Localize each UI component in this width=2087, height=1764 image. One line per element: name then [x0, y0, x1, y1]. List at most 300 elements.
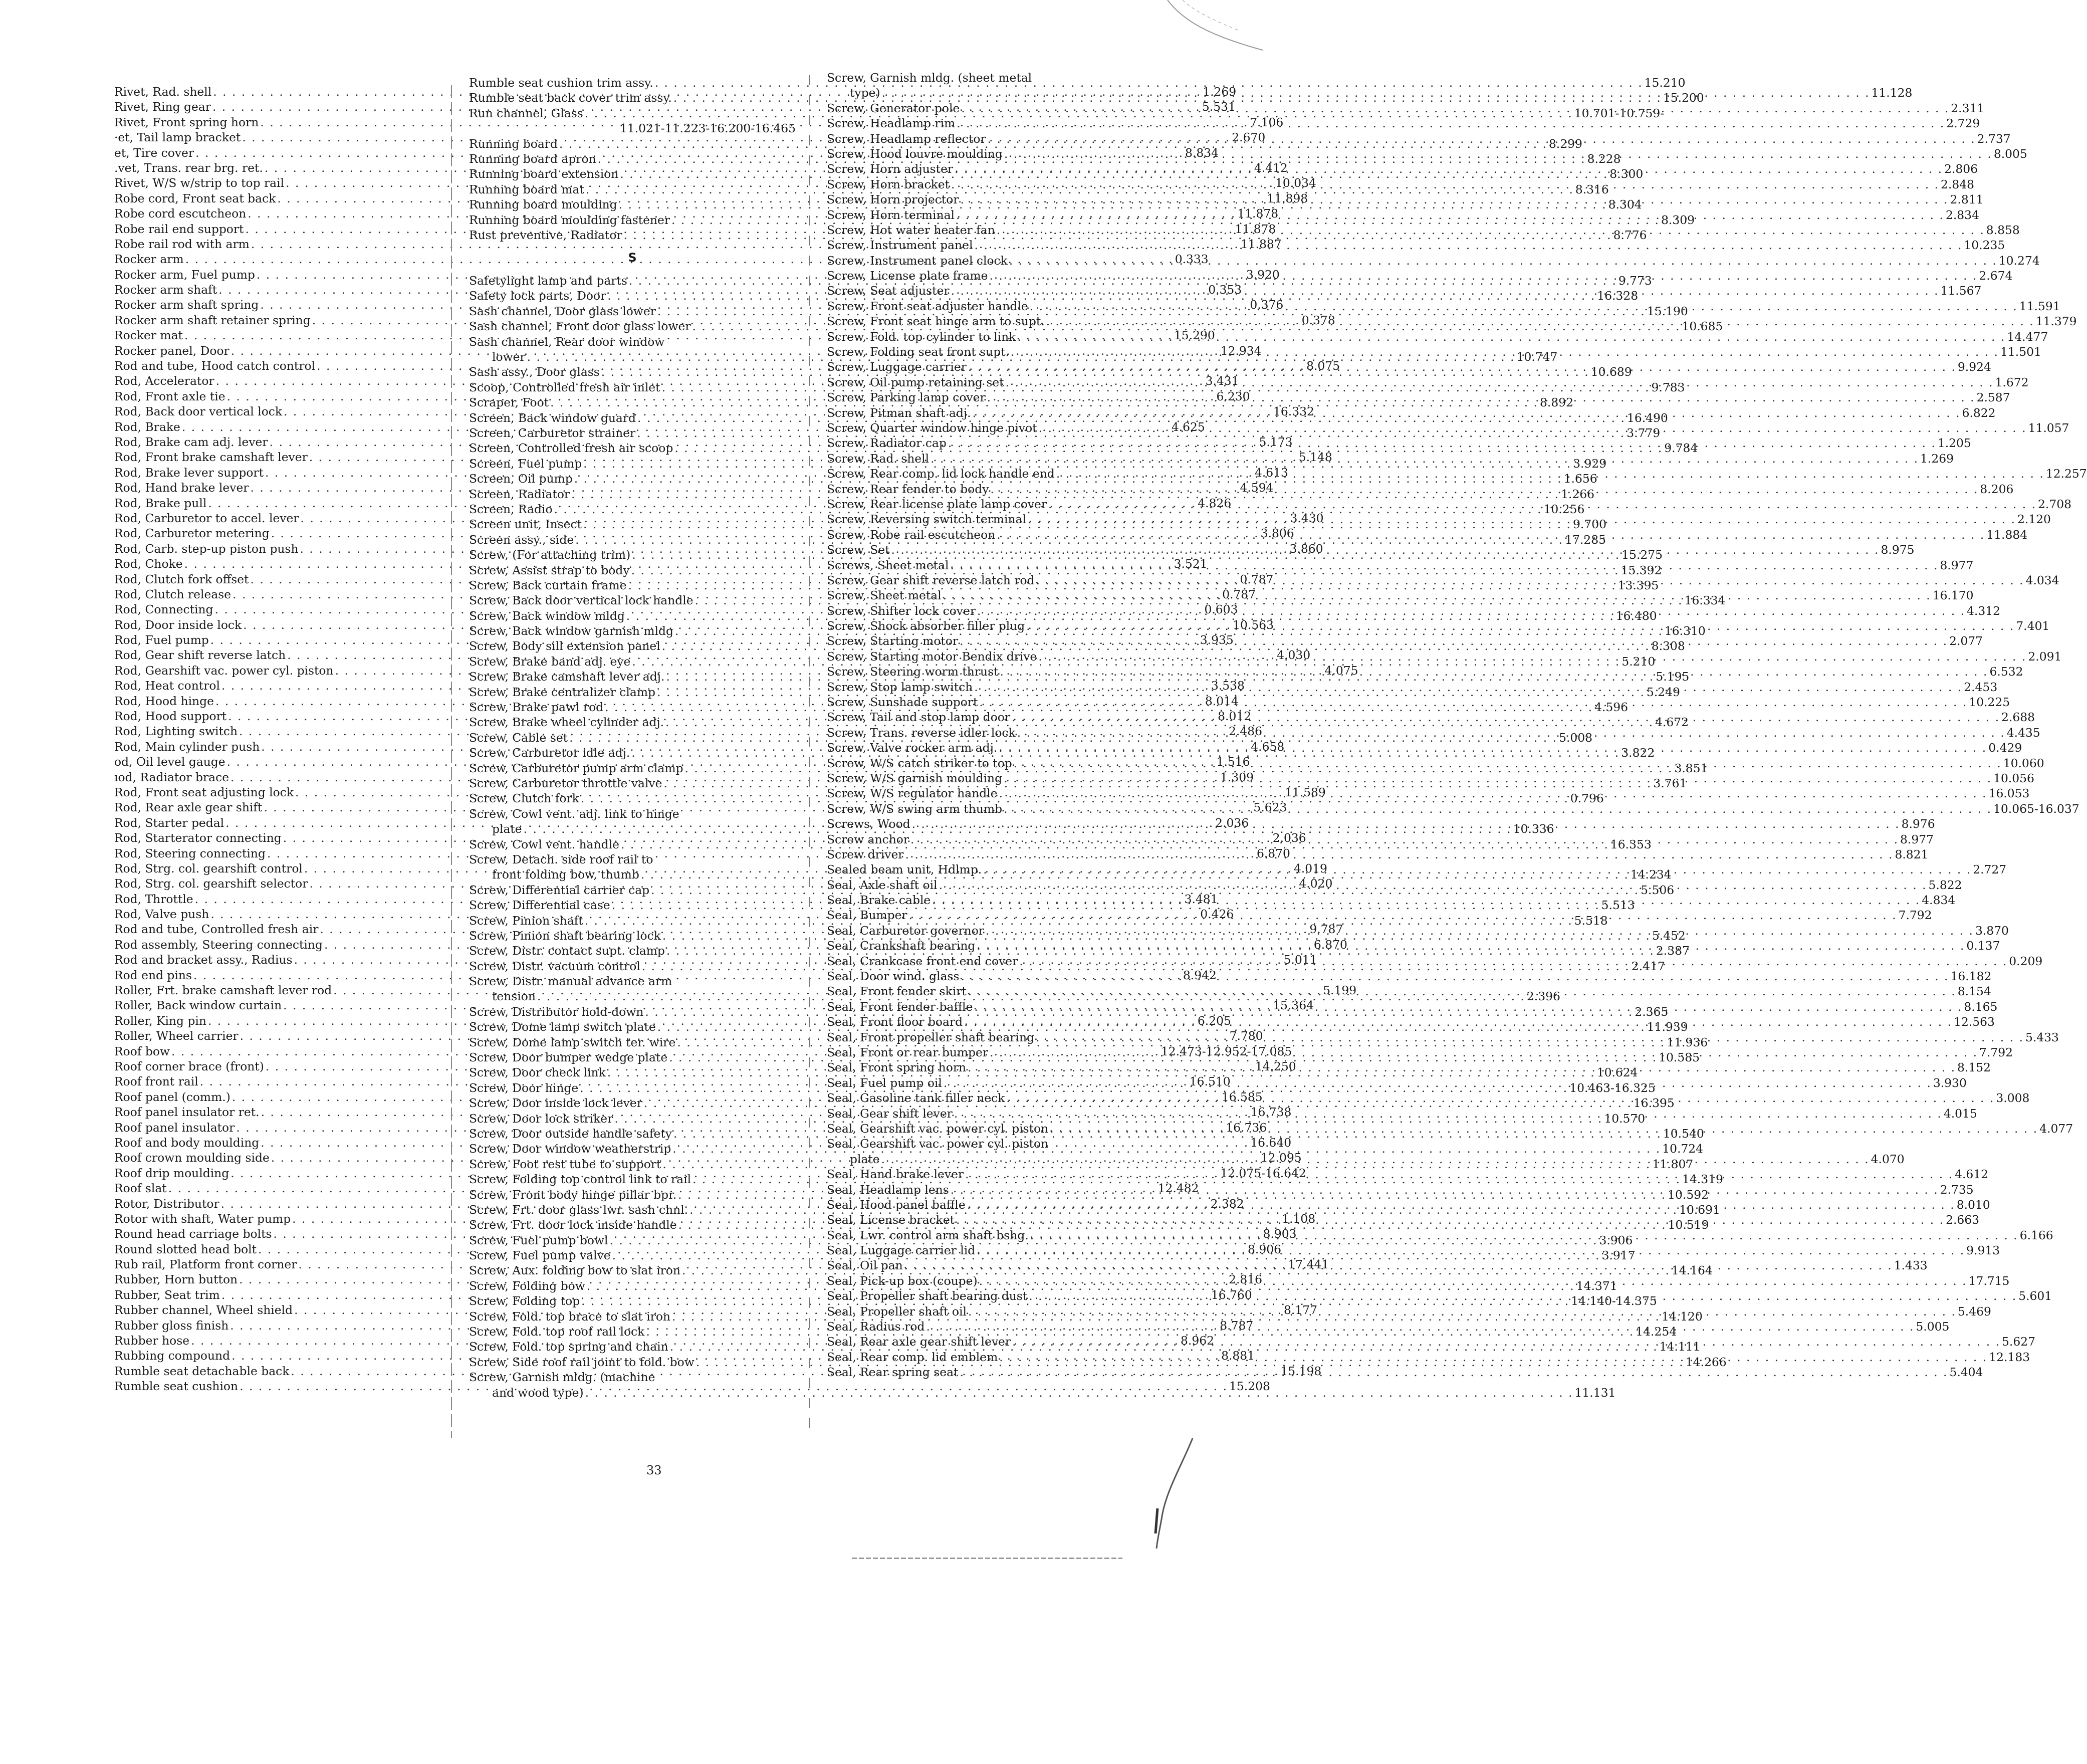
- entry-page-ref: 5.518: [1574, 913, 1608, 928]
- entry-name: Screw, Gear shift reverse latch rod: [827, 573, 1035, 587]
- entry-page-ref: 3.008: [1996, 1091, 2030, 1106]
- entry-page-ref: 7.106: [1250, 115, 1284, 129]
- entry-page-ref: 4.672: [1655, 715, 1689, 730]
- entry-page-ref: 2.806: [1944, 162, 1978, 176]
- entry-page-ref: 3.860: [1289, 541, 1323, 556]
- entry-page-ref: 12.473-12.952-17.085: [1161, 1044, 1292, 1058]
- entry-page-ref: 6.870: [1256, 846, 1290, 860]
- entry-page-ref: 8.014: [1205, 694, 1239, 708]
- entry-name: Seal, Propeller shaft oil: [827, 1304, 967, 1318]
- entry-name: Screw, Fold. top brace to slat iron: [469, 1309, 670, 1324]
- entry-page-ref: 5.199: [1323, 983, 1357, 998]
- leader-dots: [1056, 466, 2044, 481]
- entry-name: Seal, Oil pan: [827, 1258, 903, 1273]
- entry-page-ref: 8.977: [1900, 832, 1934, 846]
- entry-name: Rotor with shaft, Water pump: [114, 1211, 291, 1226]
- entry-name: Screen, Carburetor strainer: [469, 426, 636, 440]
- entry-name: Screw, Horn bracket: [827, 177, 950, 191]
- entry-name: Rubbing compound: [114, 1349, 230, 1363]
- entry-page-ref: 5.008: [1559, 730, 1593, 745]
- entry-name: Roller, Back window curtain: [114, 998, 282, 1013]
- entry-page-ref: 4.019: [1293, 861, 1327, 875]
- entry-name: Seal, Fuel pump oil: [827, 1075, 942, 1090]
- entry-page-ref: 4.594: [1240, 481, 1274, 495]
- entry-name: Rod, Carburetor metering: [114, 526, 270, 541]
- entry-page-ref: 0.333: [1175, 252, 1209, 267]
- entry-page-ref: 2.816: [1229, 1272, 1263, 1287]
- entry-name: Seal, Gasoline tank filler neck: [827, 1091, 1005, 1106]
- entry-page-ref: 6.166: [2019, 1228, 2053, 1242]
- entry-name: Screw, Tail and stop lamp door: [827, 710, 1011, 725]
- entry-name: Roof corner brace (front): [114, 1059, 264, 1073]
- entry-page-ref: 14.164: [1671, 1263, 1713, 1278]
- entry-page-ref: 4.070: [1871, 1152, 1905, 1166]
- entry-page-ref: 8.165: [1964, 999, 1998, 1014]
- entry-name: Scoop, Controlled fresh air inlet: [469, 380, 660, 394]
- entry-page-ref: 10.256: [1543, 502, 1585, 516]
- leader-dots: [1030, 299, 2018, 314]
- entry-name: Screw, Seat adjuster: [827, 284, 950, 298]
- entry-name: Screw, W/S swing arm thumb: [827, 801, 1003, 816]
- leader-dots: [999, 1350, 1987, 1365]
- leader-dots: [968, 1060, 1956, 1075]
- entry-page-ref: 5.173: [1259, 434, 1293, 449]
- entry-name: Rivet, Ring gear: [114, 100, 211, 114]
- entry-page-ref: 16.736: [1226, 1120, 1267, 1135]
- entry-name: Rod, Gearshift vac. power cyl. piston: [114, 663, 334, 678]
- entry-name: Rust preventive, Radiator: [469, 228, 622, 242]
- leader-dots: [979, 695, 1967, 710]
- entry-name: Seal, Axle shaft oil: [827, 877, 938, 892]
- entry-name: Screw, Quarter window hinge pivot: [827, 420, 1037, 435]
- entry-page-ref: 10.592: [1668, 1187, 1709, 1202]
- leader-dots: [939, 877, 1927, 893]
- entry-page-ref: 11.589: [1284, 785, 1326, 799]
- leader-dots: [905, 847, 1893, 862]
- entry-name: Screw, W/S regulator handle: [827, 786, 998, 801]
- entry-page-ref: 14.250: [1255, 1059, 1296, 1073]
- index-entry-continued-values: 11.021-11.223-16.200-16.465: [619, 121, 796, 136]
- index-entry-first-line: Screw, Garnish mldg. (machine: [469, 1370, 655, 1385]
- leader-dots: [1012, 710, 2000, 725]
- entry-name: Roof drip moulding: [114, 1166, 229, 1180]
- entry-name: Screw, Dome lamp switch ter. wire: [469, 1035, 676, 1049]
- leader-dots: [1036, 1030, 2024, 1045]
- entry-name: Screw, Clutch fork: [469, 791, 579, 806]
- entry-name: Seal, Rear spring seat: [827, 1365, 959, 1380]
- entry-page-ref: 8.821: [1895, 847, 1929, 861]
- entry-name: Screw, Carburetor pump arm clamp: [469, 761, 683, 775]
- entry-name: Screw, Folding bow: [469, 1278, 585, 1293]
- entry-name: Screen unit, Insect: [469, 517, 582, 532]
- entry-name: Screw, Carburetor idle adj.: [469, 746, 630, 760]
- entry-name: Screw, Brake centralizer clamp: [469, 685, 655, 699]
- entry-name: Seal, Hand brake lever: [827, 1167, 964, 1182]
- entry-page-ref: 5.433: [2025, 1030, 2059, 1044]
- entry-name: Screw, Back window garnish mldg: [469, 624, 673, 638]
- leader-dots: [1000, 664, 1988, 679]
- entry-page-ref: 5.469: [1957, 1304, 1991, 1318]
- entry-name: Screw, Door outside handle safety: [469, 1126, 672, 1141]
- entry-page-ref: 14.140-14.375: [1571, 1294, 1657, 1308]
- entry-name: Screw, Hood louvre moulding: [827, 146, 1003, 161]
- entry-name: Roof slat: [114, 1181, 167, 1196]
- entry-page-ref: 10.060: [2003, 756, 2044, 770]
- entry-name: Screw, Sunshade support: [827, 695, 978, 710]
- entry-name: Rod, Brake: [114, 419, 180, 434]
- entry-page-ref: 16.490: [1627, 410, 1668, 425]
- entry-page-ref: 8.010: [1956, 1197, 1990, 1212]
- leader-dots: [960, 1365, 1948, 1380]
- entry-page-ref: 8.152: [1957, 1060, 1991, 1075]
- entry-name: Rod, Rear axle gear shift: [114, 800, 263, 815]
- leader-dots: [951, 1182, 1939, 1197]
- entry-page-ref: 1.266: [1561, 487, 1595, 501]
- entry-name: Screw, License plate frame: [827, 269, 988, 283]
- entry-page-ref: 4.613: [1254, 465, 1288, 480]
- entry-name: Screw, Stop lamp switch: [827, 680, 973, 694]
- entry-name: Rubber channel, Wheel shield: [114, 1303, 293, 1317]
- leader-dots: [989, 268, 1977, 283]
- leader-dots: [944, 1075, 1932, 1090]
- entry-page-ref: 8.005: [1993, 146, 2027, 161]
- entry-name: Rod, Heat control: [114, 679, 220, 693]
- entry-name: Safety lock parts, Door: [469, 289, 606, 303]
- entry-name: Running board apron: [469, 151, 596, 166]
- entry-name: Screw, W/S catch striker to top: [827, 756, 1012, 770]
- leader-dots: [882, 85, 1870, 100]
- entry-name: Screw, Trans. reverse idler lock: [827, 725, 1016, 740]
- index-entry-first-line: Seal, Gearshift vac. power cyl. piston: [827, 1137, 1049, 1151]
- entry-name: Rubber hose: [114, 1334, 190, 1348]
- entry-name: Scraper, Foot: [469, 395, 549, 410]
- leader-dots: [951, 177, 1939, 192]
- entry-name: Screen assy., side: [469, 532, 574, 547]
- entry-name: Rocker mat: [114, 328, 183, 343]
- entry-name: Running board mat: [469, 182, 584, 196]
- entry-page-ref: 16.328: [1597, 289, 1639, 303]
- entry-name: Screen, Radio: [469, 502, 553, 516]
- entry-name: Rubber, Seat trim: [114, 1287, 220, 1302]
- entry-page-ref: 3.930: [1933, 1075, 1967, 1090]
- leader-dots: [961, 101, 1949, 116]
- leader-dots: [999, 786, 1987, 801]
- entry-name: Screw, Horn adjuster: [827, 162, 954, 176]
- entry-page-ref: 8.177: [1284, 1303, 1318, 1317]
- entry-page-ref: 10.570: [1604, 1111, 1646, 1126]
- entry-name: Rod, Strg. col. gearshift control: [114, 861, 303, 875]
- entry-name: Screw, W/S garnish moulding: [827, 771, 1003, 785]
- entry-page-ref: 3.906: [1599, 1233, 1633, 1247]
- leader-dots: [951, 558, 1939, 573]
- entry-page-ref: 5.249: [1646, 685, 1680, 699]
- leader-dots: [990, 482, 1978, 497]
- entry-name: Seal, Front spring horn: [827, 1060, 967, 1075]
- leader-dots: [1030, 1228, 2018, 1243]
- entry-page-ref: 2.077: [1949, 634, 1983, 648]
- entry-page-ref: 14.111: [1659, 1340, 1701, 1354]
- entry-page-ref: 0.796: [1570, 791, 1604, 806]
- entry-page-ref: 3.430: [1290, 511, 1324, 525]
- leader-dots: [932, 893, 1920, 908]
- leader-dots: [1012, 1334, 2000, 1349]
- leader-dots: [910, 832, 1899, 847]
- entry-name: Rod, Gear shift reverse latch: [114, 648, 286, 663]
- entry-page-ref: 11.131: [1574, 1385, 1616, 1400]
- entry-name: Screw, Fold. top cylinder to link: [827, 329, 1016, 344]
- leader-dots: [977, 938, 1965, 953]
- entry-name: Seal, License bracket: [827, 1213, 955, 1227]
- entry-page-ref: 2.674: [1979, 269, 2013, 283]
- entry-name: Rod, Brake cam adj. lever: [114, 434, 268, 449]
- entry-name: Robe cord escutcheon: [114, 206, 247, 221]
- entry-page-ref: 2.396: [1526, 989, 1560, 1004]
- entry-page-ref: 10.463-16.325: [1569, 1080, 1656, 1095]
- entry-page-ref: 4.596: [1594, 700, 1629, 715]
- entry-page-ref: 8.892: [1540, 395, 1573, 410]
- entry-page-ref: 3.822: [1621, 746, 1655, 760]
- column-separator: [809, 75, 810, 1428]
- entry-page-ref: 11.807: [1652, 1157, 1694, 1171]
- entry-page-ref: 3.920: [1246, 267, 1280, 282]
- leader-dots: [948, 435, 1936, 451]
- entry-page-ref: 4.612: [1955, 1167, 1989, 1182]
- leader-dots: [979, 1273, 1967, 1288]
- entry-name: .vet, Trans. rear brg. ret.: [114, 160, 263, 175]
- entry-name: Seal, Propeller shaft bearing dust: [827, 1289, 1028, 1303]
- entry-page-ref: 1.108: [1282, 1211, 1316, 1226]
- entry-page-ref: 8.300: [1609, 167, 1644, 181]
- entry-page-ref: 8.977: [1940, 558, 1974, 572]
- entry-name: Rod, Clutch release: [114, 587, 231, 601]
- leader-dots: [968, 1304, 1956, 1319]
- entry-name: Screw, Door window weatherstrip: [469, 1142, 671, 1156]
- entry-name: Rod and tube, Hood catch control: [114, 359, 316, 373]
- entry-name: Seal, Brake cable: [827, 893, 931, 908]
- entry-page-ref: 9.773: [1618, 274, 1652, 288]
- entry-page-ref: 2.688: [2001, 710, 2035, 725]
- entry-name: Rod, Brake lever support: [114, 465, 264, 480]
- entry-page-ref: 10.747: [1516, 350, 1558, 364]
- entry-page-ref: 15.290: [1174, 328, 1215, 343]
- leader-dots: [1017, 329, 2005, 344]
- entry-name: Round head carriage bolts: [114, 1227, 272, 1241]
- entry-page-ref: 4.412: [1254, 160, 1288, 175]
- entry-page-ref: 0.787: [1240, 572, 1274, 586]
- entry-page-ref: 10.274: [1998, 253, 2040, 268]
- entry-name: Screw, (For attaching trim): [469, 548, 631, 562]
- entry-name: lower: [492, 350, 526, 364]
- entry-page-ref: 11.501: [2000, 345, 2041, 359]
- entry-page-ref: 5.601: [2018, 1289, 2052, 1303]
- leader-dots: [1019, 954, 2007, 969]
- entry-page-ref: 6.205: [1197, 1013, 1231, 1028]
- entry-name: tension: [492, 989, 536, 1004]
- entry-page-ref: 3.929: [1573, 456, 1607, 471]
- index-entry-first-line: Sash channel, Rear door window: [469, 334, 665, 349]
- entry-page-ref: 12.934: [1220, 343, 1262, 358]
- entry-page-ref: 3.870: [1975, 923, 2009, 938]
- entry-name: Rod and bracket assy., Radius: [114, 953, 293, 967]
- entry-name: Rod assembly, Steering connecting: [114, 937, 323, 952]
- entry-name: Screw, Frt. door lock inside handle: [469, 1218, 677, 1232]
- entry-name: Screw, Set: [827, 543, 890, 557]
- entry-page-ref: 3.779: [1627, 426, 1661, 440]
- leader-dots: [961, 192, 1949, 207]
- entry-page-ref: 11.898: [1267, 191, 1308, 205]
- entry-page-ref: 9.924: [1957, 360, 1991, 374]
- leader-dots: [954, 1106, 1942, 1121]
- entry-page-ref: 2.486: [1228, 724, 1262, 739]
- entry-page-ref: 11.939: [1647, 1020, 1688, 1034]
- leader-dots: [1011, 344, 1999, 359]
- entry-name: Screw, Oil pump retaining set: [827, 375, 1004, 389]
- entry-name: Screw, Brake wheel cylinder adj.: [469, 715, 664, 730]
- entry-page-ref: 15.198: [1280, 1364, 1322, 1378]
- entry-name: Roof panel insulator ret.: [114, 1105, 260, 1120]
- entry-page-ref: 10.585: [1659, 1050, 1700, 1065]
- leader-dots: [1038, 649, 2026, 664]
- entry-page-ref: 8.304: [1608, 197, 1642, 212]
- leader-dots: [1004, 771, 1992, 786]
- entry-name: Screw, Front seat hinge arm to supt.: [827, 314, 1045, 329]
- leader-dots: [983, 862, 1971, 877]
- entry-name: Running board: [469, 136, 558, 151]
- entry-page-ref: 4.077: [2039, 1121, 2073, 1136]
- entry-page-ref: 5.148: [1298, 450, 1332, 465]
- entry-name: Screws, Sheet metal: [827, 558, 949, 572]
- entry-page-ref: 4.435: [2006, 725, 2040, 740]
- entry-name: Roof and body moulding: [114, 1135, 260, 1150]
- leader-dots: [973, 405, 1961, 420]
- entry-name: Rivet, W/S w/strip to top rail: [114, 176, 285, 190]
- entry-page-ref: 2.834: [1945, 207, 1979, 222]
- entry-page-ref: 2.311: [1951, 101, 1985, 115]
- entry-page-ref: 8.975: [1881, 543, 1915, 557]
- entry-page-ref: 16.353: [1610, 837, 1652, 851]
- entry-page-ref: 15.200: [1663, 91, 1704, 105]
- entry-page-ref: 0.429: [1988, 741, 2022, 755]
- leader-dots: [1046, 314, 2034, 329]
- entry-name: ıod, Radiator brace: [114, 770, 229, 784]
- entry-name: Screw, Valve rocker arm adj.: [827, 741, 998, 755]
- entry-name: Roof crown moulding side: [114, 1151, 270, 1165]
- entry-page-ref: 6.822: [1962, 405, 1996, 420]
- entry-page-ref: 16.182: [1950, 969, 1992, 984]
- entry-name: Seal, Crankcase front end cover: [827, 954, 1018, 968]
- entry-page-ref: 15.210: [1644, 76, 1686, 90]
- entry-name: Screw, Rad. shell: [827, 451, 930, 466]
- entry-name: Rod, Clutch fork offset: [114, 572, 249, 586]
- entry-page-ref: 4.075: [1324, 663, 1358, 678]
- leader-dots: [999, 740, 1987, 755]
- entry-name: Rod, Steering connecting: [114, 846, 266, 860]
- entry-page-ref: 16.310: [1664, 624, 1706, 638]
- entry-name: Screw, Dome lamp switch plate: [469, 1020, 656, 1034]
- entry-name: Running board moulding fastener: [469, 212, 670, 227]
- entry-page-ref: 15.208: [1229, 1379, 1270, 1394]
- entry-name: Screw, Door hinge: [469, 1080, 579, 1095]
- leader-dots: [956, 207, 1944, 223]
- entry-name: Robe rail end support: [114, 222, 244, 236]
- entry-name: Rod, Door inside lock: [114, 617, 242, 632]
- leader-dots: [891, 542, 1880, 557]
- entry-name: Seal, Front or rear bumper: [827, 1045, 989, 1059]
- leader-dots: [955, 161, 1943, 176]
- entry-name: Seal, Door wind. glass: [827, 969, 960, 984]
- entry-name: Rocker arm shaft retainer spring: [114, 313, 311, 327]
- entry-name: Screw, Carburetor throttle valve: [469, 776, 662, 790]
- entry-name: Rod, Hood support: [114, 709, 227, 724]
- entry-name: Rod, Main cylinder push: [114, 739, 260, 754]
- leader-dots: [1004, 146, 1992, 161]
- index-entry-first-line: Screw, Detach. side roof rail to: [469, 852, 653, 866]
- entry-page-ref: 10.034: [1275, 176, 1316, 190]
- entry-name: Screw, Back window mldg: [469, 608, 625, 623]
- entry-name: Robe rail rod with arm: [114, 237, 250, 251]
- leader-dots: [997, 527, 1985, 542]
- entry-page-ref: 17.285: [1565, 532, 1606, 547]
- entry-name: Rocker arm: [114, 252, 184, 267]
- entry-name: Seal, Front fender skirt: [827, 984, 967, 999]
- entry-name: Screw, Fold. top roof rail lock: [469, 1325, 645, 1339]
- entry-page-ref: 14.266: [1685, 1355, 1727, 1369]
- entry-name: Seal, Luggage carrier lid: [827, 1243, 976, 1258]
- entry-name: Screw, Side roof rail joint to fold. bow: [469, 1355, 694, 1369]
- entry-page-ref: 2.417: [1631, 959, 1665, 973]
- entry-name: Seal, Pick-up box (coupe): [827, 1273, 978, 1288]
- entry-name: Screw, Brake pawl rod: [469, 700, 604, 715]
- entry-name: Screw, Starting motor: [827, 634, 959, 648]
- entry-page-ref: 10.519: [1668, 1218, 1709, 1232]
- entry-name: Screw, Radiator cap: [827, 436, 947, 451]
- entry-page-ref: 10.724: [1662, 1142, 1704, 1156]
- leader-dots: [1014, 756, 2002, 771]
- entry-page-ref: 4.312: [1967, 603, 2000, 618]
- entry-page-ref: 11.057: [2028, 420, 2069, 435]
- entry-name: Rod, Hand brake lever: [114, 481, 249, 495]
- entry-page-ref: 11.379: [2035, 314, 2077, 329]
- entry-name: Rod, Choke: [114, 557, 183, 571]
- entry-page-ref: 5.506: [1641, 883, 1675, 897]
- entry-name: Screw, Sheet metal: [827, 588, 942, 603]
- column-separator: [451, 85, 452, 1438]
- entry-name: Rivet, Rad. shell: [114, 85, 212, 99]
- entry-name: Screw, Pinion shaft bearing lock: [469, 928, 661, 943]
- entry-page-ref: 10.336: [1513, 822, 1554, 836]
- entry-page-ref: 8.776: [1613, 228, 1647, 242]
- entry-name: Screws, Wood: [827, 817, 910, 831]
- entry-page-ref: 3.851: [1674, 761, 1708, 775]
- entry-name: Seal, Front fender baffle: [827, 999, 973, 1014]
- entry-name: Rod end pins: [114, 968, 192, 982]
- entry-name: Screw, Front seat adjuster handle: [827, 299, 1028, 313]
- entry-page-ref: 11.884: [1986, 527, 2028, 542]
- entry-name: Roof panel insulator: [114, 1120, 235, 1135]
- entry-name: Screw, Door check link: [469, 1065, 606, 1080]
- entry-name: Rod, Back door vertical lock: [114, 404, 283, 419]
- entry-page-ref: 6.230: [1216, 389, 1250, 403]
- entry-page-ref: 11.128: [1871, 86, 1913, 100]
- entry-name: Screw, Rear fender to body: [827, 482, 989, 496]
- entry-name: Screw, Fuel pump bowl: [469, 1233, 608, 1247]
- entry-page-ref: 2.387: [1656, 944, 1690, 958]
- entry-name: Rumble seat detachable back: [114, 1364, 290, 1378]
- entry-name: Rod, Valve push: [114, 907, 209, 922]
- entry-name: Screw, Distr. contact supt. clamp: [469, 944, 665, 958]
- entry-name: Rod, Throttle: [114, 892, 193, 906]
- entry-page-ref: 2.670: [1232, 130, 1266, 145]
